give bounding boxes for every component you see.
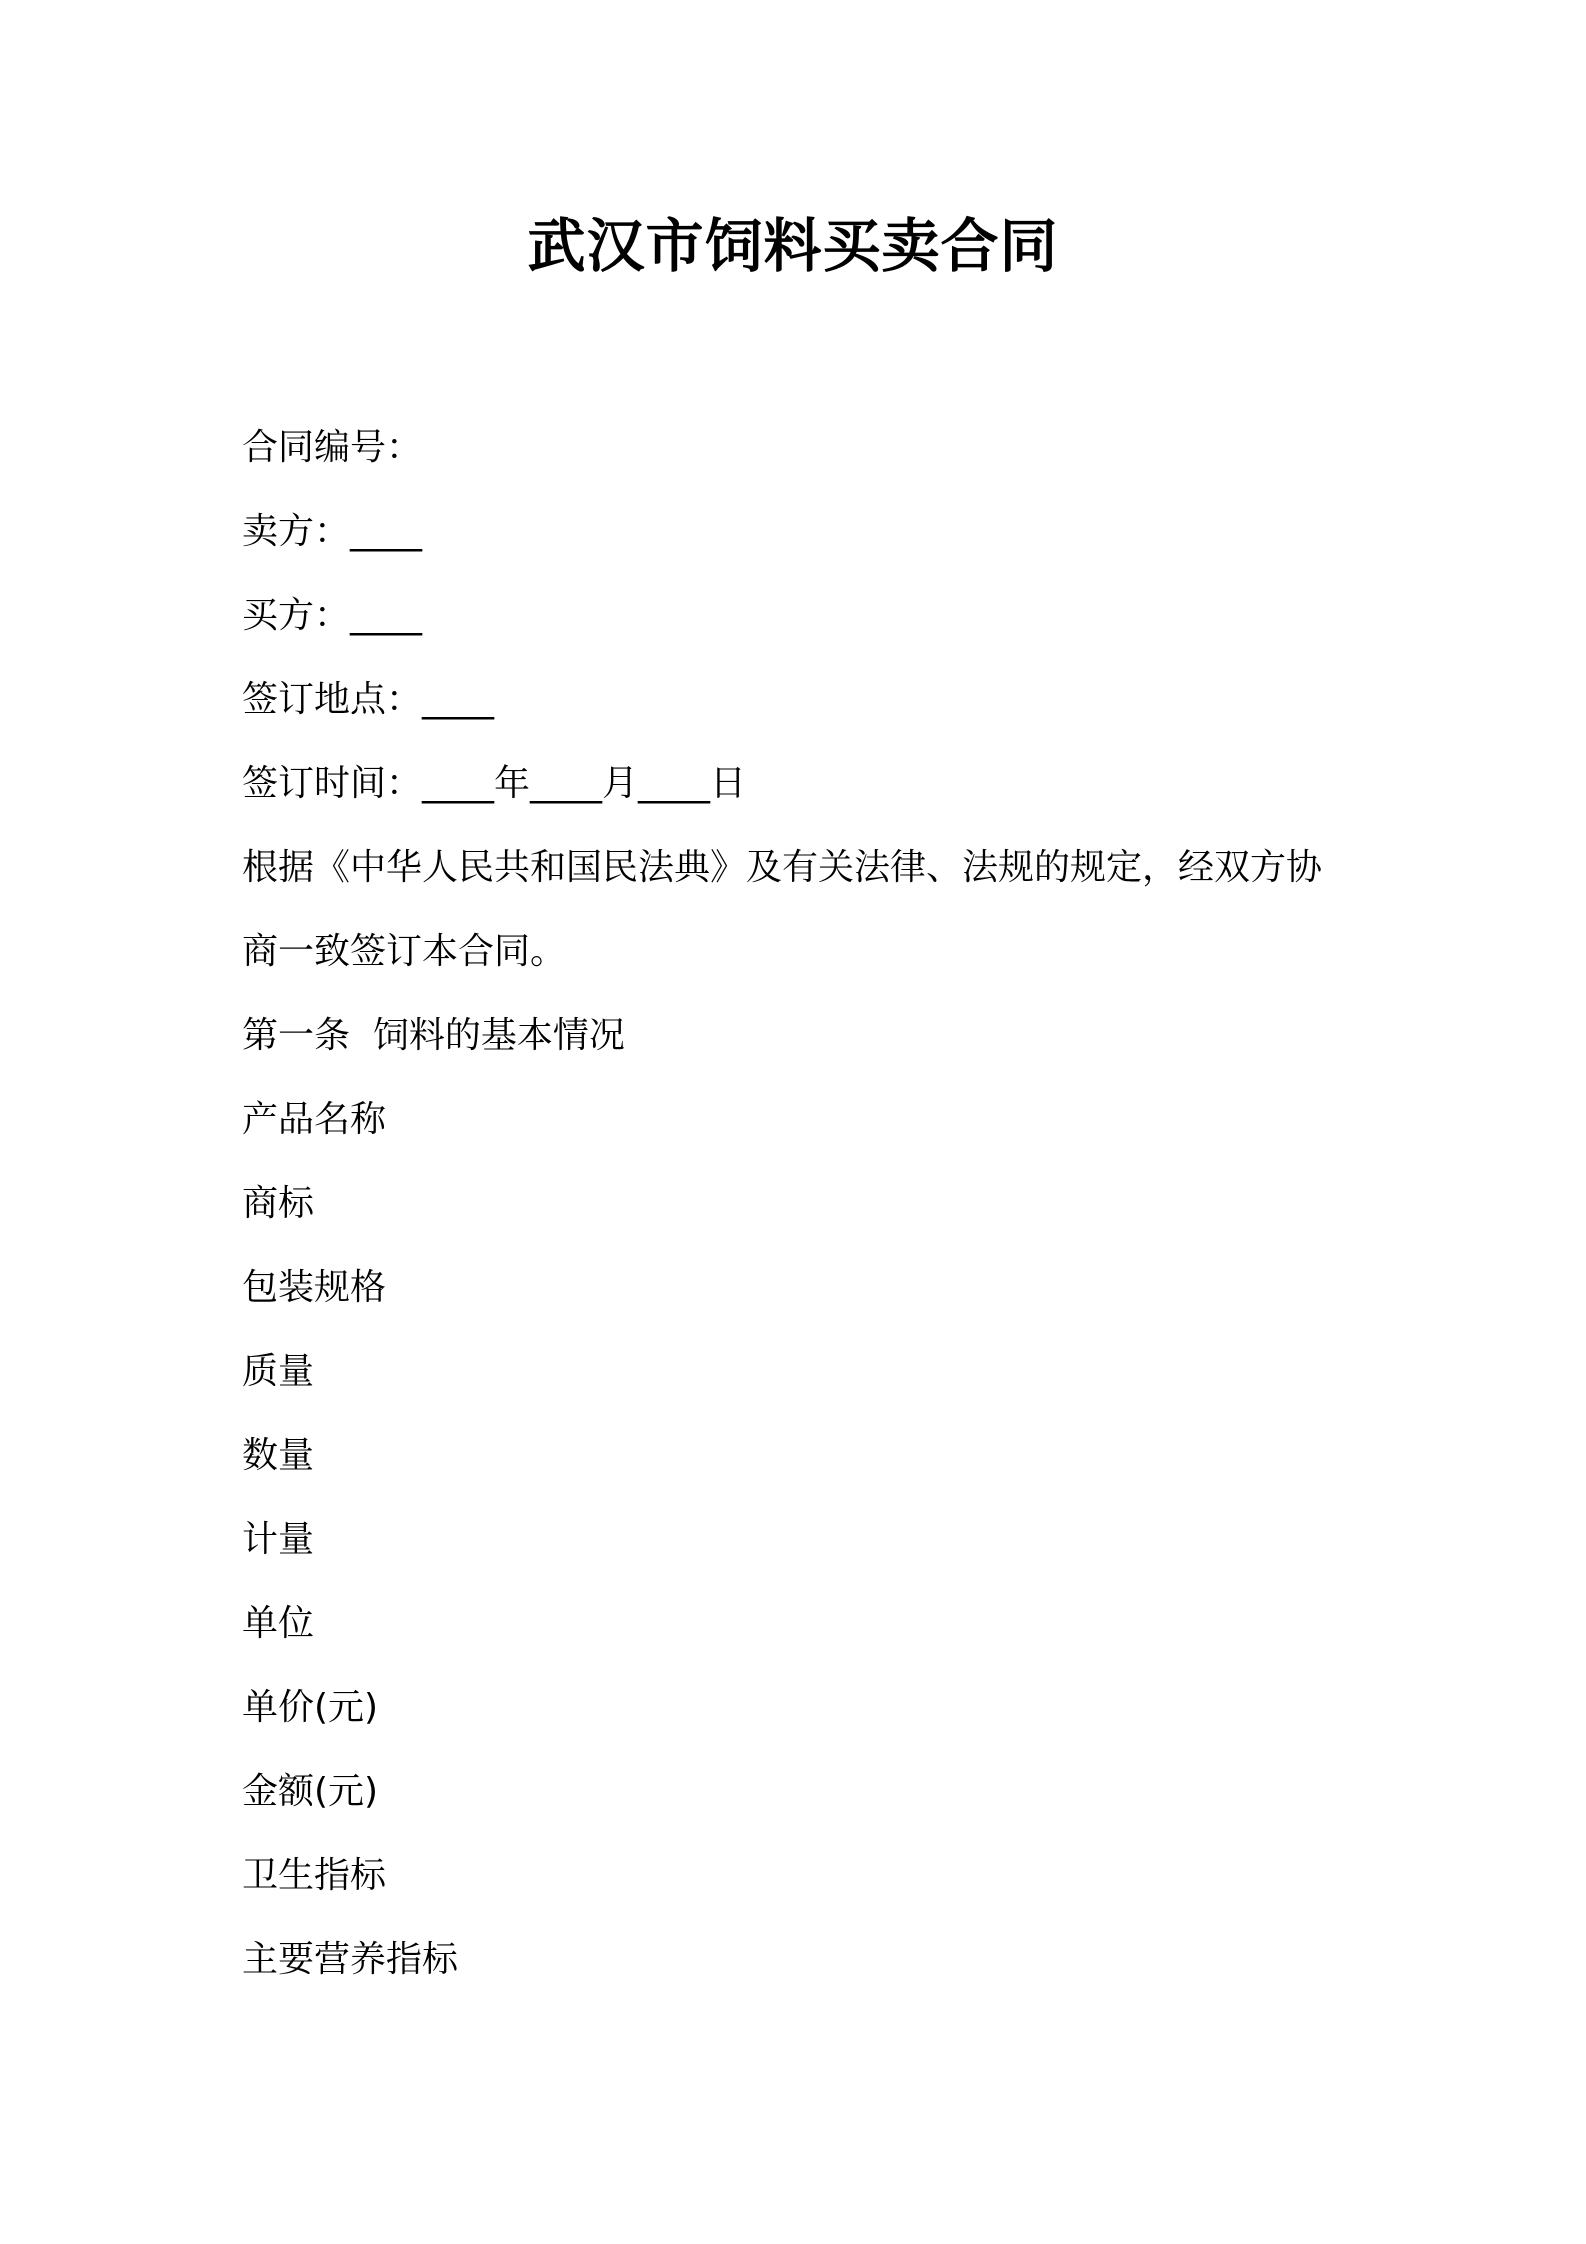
field-measurement: 计量 [242,1519,315,1560]
seller-line: 卖方：____ [242,511,423,552]
field-product-name: 产品名称 [242,1099,387,1140]
field-amount: 金额(元) [242,1771,379,1812]
document-body [242,406,1362,2002]
document-title: 武汉市饲料买卖合同 [527,212,1059,280]
preamble-line-1: 根据《中华人民共和国民法典》及有关法律、法规的规定，经双方协 [242,847,1323,888]
signing-date-line: 签订时间：____年____月____日 [242,763,747,804]
field-hygiene-index: 卫生指标 [242,1855,387,1896]
field-nutrition-index: 主要营养指标 [242,1939,459,1980]
field-unit: 单位 [242,1603,315,1644]
field-quality: 质量 [242,1351,315,1392]
signing-place-line: 签订地点：____ [242,679,495,720]
field-unit-price: 单价(元) [242,1687,379,1728]
field-quantity: 数量 [242,1435,315,1476]
buyer-line: 买方：____ [242,595,423,636]
field-packaging-spec: 包装规格 [242,1267,387,1308]
contract-number-line: 合同编号： [242,427,423,468]
field-trademark: 商标 [242,1183,315,1224]
preamble-line-2: 商一致签订本合同。 [242,931,567,972]
article-1-heading: 第一条 饲料的基本情况 [242,1015,625,1056]
